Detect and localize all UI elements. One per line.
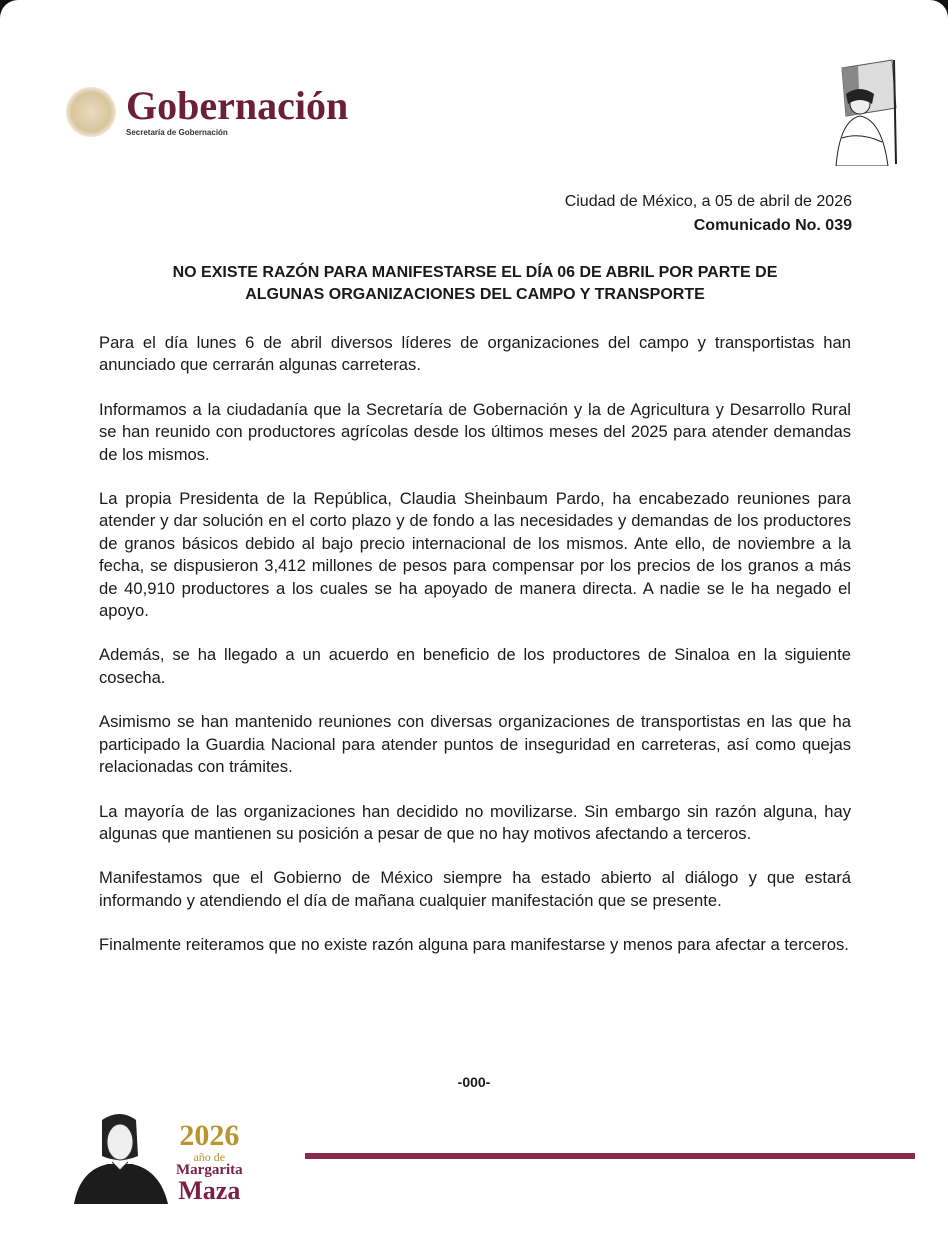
footer-line: Maza (178, 1176, 241, 1205)
national-seal-icon (66, 87, 116, 137)
title-line: ALGUNAS ORGANIZACIONES DEL CAMPO Y TRANSPORTE (245, 286, 705, 303)
paragraph: Asimismo se han mantenido reuniones con diversas organizaciones de transportistas en las que ha participado la Guardia Nacional para atender puntos de inseguridad en carreteras, así como quejas relacionadas con trámites. (99, 712, 851, 777)
document-body (99, 332, 851, 979)
footer-divider (305, 1153, 915, 1159)
flag-bearer-illustration-icon (822, 58, 900, 166)
paragraph: Para el día lunes 6 de abril diversos líderes de organizaciones del campo y transportistas han anunciado que cerrarán algunas carreteras. (99, 333, 851, 375)
margarita-maza-logo (70, 1112, 243, 1204)
footer-line: año de (193, 1150, 226, 1164)
document-title (100, 262, 850, 306)
paragraph: Informamos a la ciudadanía que la Secretaría de Gobernación y la de Agricultura y Desarrollo Rural se han reunido con productores agrícolas desde los últimos meses del 2025 para atender demandas de los mismos. (99, 399, 851, 464)
gobernacion-logo (66, 83, 349, 137)
end-separator: -000- (457, 1074, 491, 1090)
brand-subtitle: Secretaría de Gobernación (126, 128, 228, 137)
paragraph: Además, se ha llegado a un acuerdo en beneficio de los productores de Sinaloa en la siguiente cosecha. (99, 645, 851, 687)
footer-line: Margarita (176, 1162, 243, 1178)
title-line: NO EXISTE RAZÓN PARA MANIFESTARSE EL DÍA 06 DE ABRIL POR PARTE DE (172, 264, 778, 281)
place-date: Ciudad de México, a 05 de abril de 2026 (564, 193, 852, 210)
paragraph: La propia Presidenta de la República, Claudia Sheinbaum Pardo, ha encabezado reuniones para atender y dar solución en el corto plazo y de fondo a las necesidades y demandas de los productores de granos básicos debido al bajo precio internacional de los mismos. Ante ello, de noviembre a la fecha, se dispusieron 3,412 millones de pesos para compensar por los precios de los granos a más de 40,910 productores a los cuales se ha apoyado de manera directa. A nadie se le ha negado el apoyo. (99, 489, 851, 621)
paragraph: La mayoría de las organizaciones han decidido no movilizarse. Sin embargo sin razón alguna, hay algunas que mantienen su posición a pesar de que no hay motivos afectando a terceros. (99, 801, 851, 843)
footer-year: 2026 (179, 1119, 240, 1152)
communique-number: Comunicado No. 039 (693, 217, 852, 234)
brand-name: Gobernación (126, 83, 349, 128)
portrait-illustration-icon (70, 1112, 170, 1204)
paragraph: Manifestamos que el Gobierno de México siempre ha estado abierto al diálogo y que estará informando y atendiendo el día de mañana cualquier manifestación que se presente. (99, 868, 851, 910)
paragraph: Finalmente reiteramos que no existe razón alguna para manifestarse y menos para afectar a terceros. (99, 935, 849, 955)
